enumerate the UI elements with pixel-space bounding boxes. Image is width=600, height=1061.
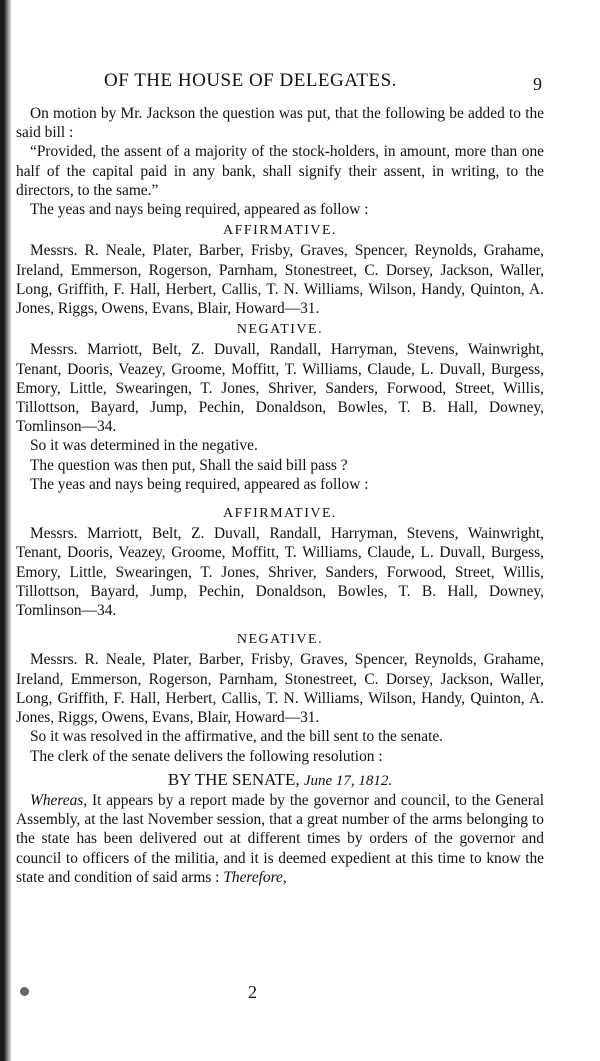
yeas-nays-paragraph: The yeas and nays being required, appeared as follow : bbox=[30, 201, 369, 219]
page-title: OF THE HOUSE OF DELEGATES. bbox=[104, 70, 397, 91]
page-binding-edge bbox=[0, 0, 11, 1061]
affirmative-vote-list: Messrs. R. Neale, Plater, Barber, Frisby, Graves, Spencer, Reynolds, Grahame, Ireland, Emmerson, Rogerson, Parnham, Stonestreet, C. Dorsey, Jackson, Waller, Long, Griffith, F. Hall, Herbert, Callis, T. N. Williams, Wilson, Handy, Quinton, A. Jones, Riggs, Owens, Evans, Blair, Howard—31. bbox=[16, 242, 544, 318]
ink-blot-icon bbox=[20, 987, 29, 996]
signature-mark: 2 bbox=[248, 982, 257, 1002]
whereas-word: Whereas, bbox=[30, 791, 88, 809]
senate-title: BY THE SENATE, bbox=[167, 769, 300, 789]
page-number: 9 bbox=[533, 74, 542, 94]
spacer bbox=[16, 620, 544, 628]
proviso-paragraph: “Provided, the assent of a majority of the stock-holders, in amount, more than one half of the capital paid in any bank, shall signify their assent, in writing, to the directors, to the same.” bbox=[16, 143, 544, 199]
whereas-paragraph bbox=[16, 791, 544, 887]
affirmative-heading: AFFIRMATIVE. bbox=[222, 223, 338, 239]
question-paragraph: The question was then put, Shall the said bill pass ? bbox=[30, 456, 348, 474]
determination-paragraph: So it was determined in the negative. bbox=[30, 437, 258, 455]
negative-vote-list: Messrs. R. Neale, Plater, Barber, Frisby, Graves, Spencer, Reynolds, Grahame, Ireland, Emmerson, Rogerson, Parnham, Stonestreet, C. Dorsey, Jackson, Waller, Long, Griffith, F. Hall, Herbert, Callis, T. N. Williams, Wilson, Handy, Quinton, A. Jones, Riggs, Owens, Evans, Blair, Howard—31. bbox=[16, 651, 544, 727]
resolution-paragraph: So it was resolved in the affirmative, and the bill sent to the senate. bbox=[30, 728, 444, 746]
motion-paragraph: On motion by Mr. Jackson the question was put, that the following be added to the said bill : bbox=[16, 105, 544, 142]
journal-page bbox=[16, 70, 544, 887]
negative-heading: NEGATIVE. bbox=[236, 322, 324, 338]
page-footer bbox=[16, 982, 544, 1006]
senate-heading bbox=[16, 770, 544, 791]
therefore-word: Therefore, bbox=[223, 868, 287, 886]
affirmative-heading: AFFIRMATIVE. bbox=[222, 506, 338, 522]
yeas-nays-paragraph: The yeas and nays being required, appeared as follow : bbox=[30, 475, 369, 493]
whereas-text: It appears by a report made by the governor and council, to the General Assembly, at the last November session, that a great number of the arms belonging to the state has been delivered out at different times by orders of the governor and council to officers of the militia, and it is deemed expedient at this time to know the state and condition of said arms : bbox=[16, 791, 544, 886]
negative-vote-list: Messrs. Marriott, Belt, Z. Duvall, Randall, Harryman, Stevens, Wainwright, Tenant, Dooris, Veazey, Groome, Moffitt, T. Williams, Claude, L. Duvall, Burgess, Emory, Little, Swearingen, T. Jones, Shriver, Sanders, Forwood, Street, Willis, Tillottson, Bayard, Jump, Pechin, Donaldson, Bowles, T. B. Hall, Downey, Tomlinson—34. bbox=[16, 341, 544, 436]
spacer bbox=[16, 494, 544, 502]
senate-date: June 17, 1812. bbox=[303, 772, 393, 789]
clerk-paragraph: The clerk of the senate delivers the following resolution : bbox=[30, 747, 383, 765]
running-header bbox=[16, 70, 544, 98]
affirmative-vote-list: Messrs. Marriott, Belt, Z. Duvall, Randall, Harryman, Stevens, Wainwright, Tenant, Dooris, Veazey, Groome, Moffitt, T. Williams, Claude, L. Duvall, Burgess, Emory, Little, Swearingen, T. Jones, Shriver, Sanders, Forwood, Street, Willis, Tillottson, Bayard, Jump, Pechin, Donaldson, Bowles, T. B. Hall, Downey, Tomlinson—34. bbox=[16, 525, 544, 620]
negative-heading: NEGATIVE. bbox=[236, 632, 324, 648]
